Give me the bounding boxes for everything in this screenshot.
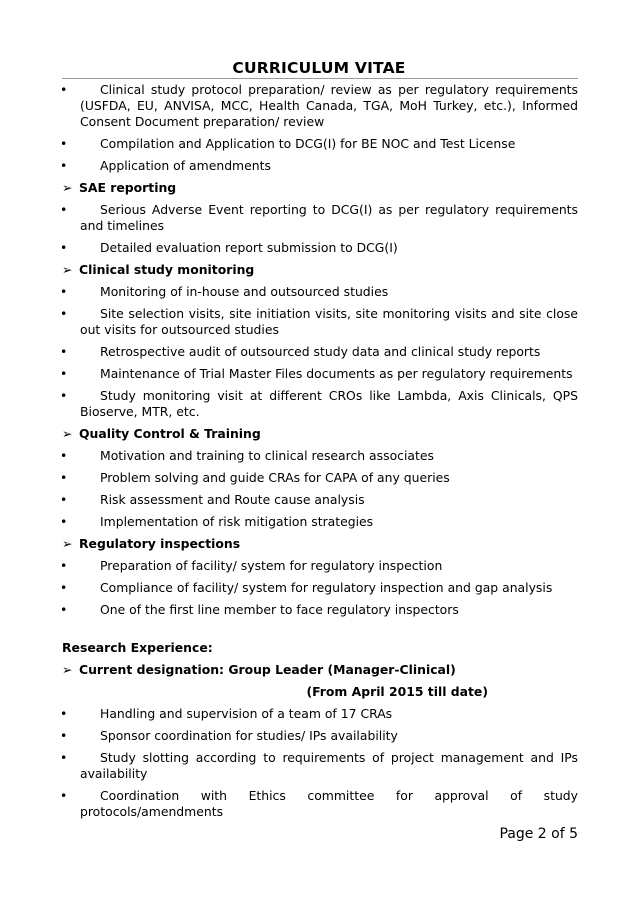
current-designation: ➢ Current designation: Group Leader (Manager-Clinical) [62, 662, 456, 677]
list-item: • Detailed evaluation report submission to DCG(I) [60, 240, 398, 255]
bullet-icon: • [60, 788, 68, 803]
list-item: • Monitoring of in-house and outsourced studies [60, 284, 389, 299]
list-item: • Retrospective audit of outsourced study data and clinical study reports [60, 344, 541, 359]
list-item: • One of the first line member to face regulatory inspectors [60, 602, 459, 617]
bullet-icon: • [60, 344, 68, 359]
bullet-icon: • [60, 158, 68, 173]
bullet-icon: • [60, 580, 68, 595]
bullet-icon: • [60, 706, 68, 721]
list-item: • Study monitoring visit at different CROs like Lambda, Axis Clinicals, QPS Bioserve, MTR, etc. [60, 388, 578, 419]
bullet-icon: • [60, 82, 68, 97]
list-item: • Implementation of risk mitigation strategies [60, 514, 374, 529]
bullet-icon: • [60, 750, 68, 765]
list-item: • Risk assessment and Route cause analysis [60, 492, 365, 507]
bullet-icon: • [60, 448, 68, 463]
cv-content [62, 82, 578, 826]
title-underline [62, 78, 578, 79]
bullet-icon: • [60, 558, 68, 573]
document-title: CURRICULUM VITAE [232, 59, 406, 77]
bullet-icon: • [60, 202, 68, 217]
list-item: • Maintenance of Trial Master Files documents as per regulatory requirements [60, 366, 573, 381]
bullet-icon: • [60, 514, 68, 529]
list-item: • Serious Adverse Event reporting to DCG(I) as per regulatory requirements and timelines [60, 202, 578, 233]
arrow-bullet-icon: ➢ [62, 536, 73, 551]
list-item: • Compilation and Application to DCG(I) for BE NOC and Test License [60, 136, 516, 151]
list-item: • Handling and supervision of a team of 17 CRAs [60, 706, 393, 721]
section-heading-sae: ➢ SAE reporting [62, 180, 177, 195]
bullet-icon: • [60, 388, 68, 403]
bullet-icon: • [60, 602, 68, 617]
arrow-bullet-icon: ➢ [62, 180, 73, 195]
bullet-icon: • [60, 366, 68, 381]
arrow-bullet-icon: ➢ [62, 662, 73, 677]
bullet-icon: • [60, 284, 68, 299]
bullet-icon: • [60, 728, 68, 743]
page-number: Page 2 of 5 [499, 826, 578, 842]
section-heading-quality: ➢ Quality Control & Training [62, 426, 261, 441]
arrow-bullet-icon: ➢ [62, 426, 73, 441]
list-item: • Study slotting according to requirements of project management and IPs availability [60, 750, 578, 781]
bullet-icon: • [60, 306, 68, 321]
list-item: • Motivation and training to clinical research associates [60, 448, 434, 463]
bullet-icon: • [60, 492, 68, 507]
section-heading-inspections: ➢ Regulatory inspections [62, 536, 241, 551]
section-heading-monitoring: ➢ Clinical study monitoring [62, 262, 255, 277]
designation-period: (From April 2015 till date) [306, 684, 488, 699]
list-item: • Compliance of facility/ system for regulatory inspection and gap analysis [60, 580, 553, 595]
list-item: • Preparation of facility/ system for regulatory inspection [60, 558, 443, 573]
list-item: • Application of amendments [60, 158, 271, 173]
list-item: • Site selection visits, site initiation visits, site monitoring visits and site close out visits for outsourced studies [60, 306, 578, 337]
research-experience-heading: Research Experience: [62, 640, 213, 655]
list-item: • Clinical study protocol preparation/ review as per regulatory requirements (USFDA, EU, ANVISA, MCC, Health Canada, TGA, MoH Turkey, etc.), Informed Consent Document preparation/ review [60, 82, 578, 129]
list-item: • Coordination with Ethics committee for approval of study protocols/amendments [60, 788, 578, 819]
bullet-icon: • [60, 240, 68, 255]
arrow-bullet-icon: ➢ [62, 262, 73, 277]
list-item: • Sponsor coordination for studies/ IPs availability [60, 728, 398, 743]
bullet-icon: • [60, 470, 68, 485]
bullet-icon: • [60, 136, 68, 151]
list-item: • Problem solving and guide CRAs for CAPA of any queries [60, 470, 450, 485]
